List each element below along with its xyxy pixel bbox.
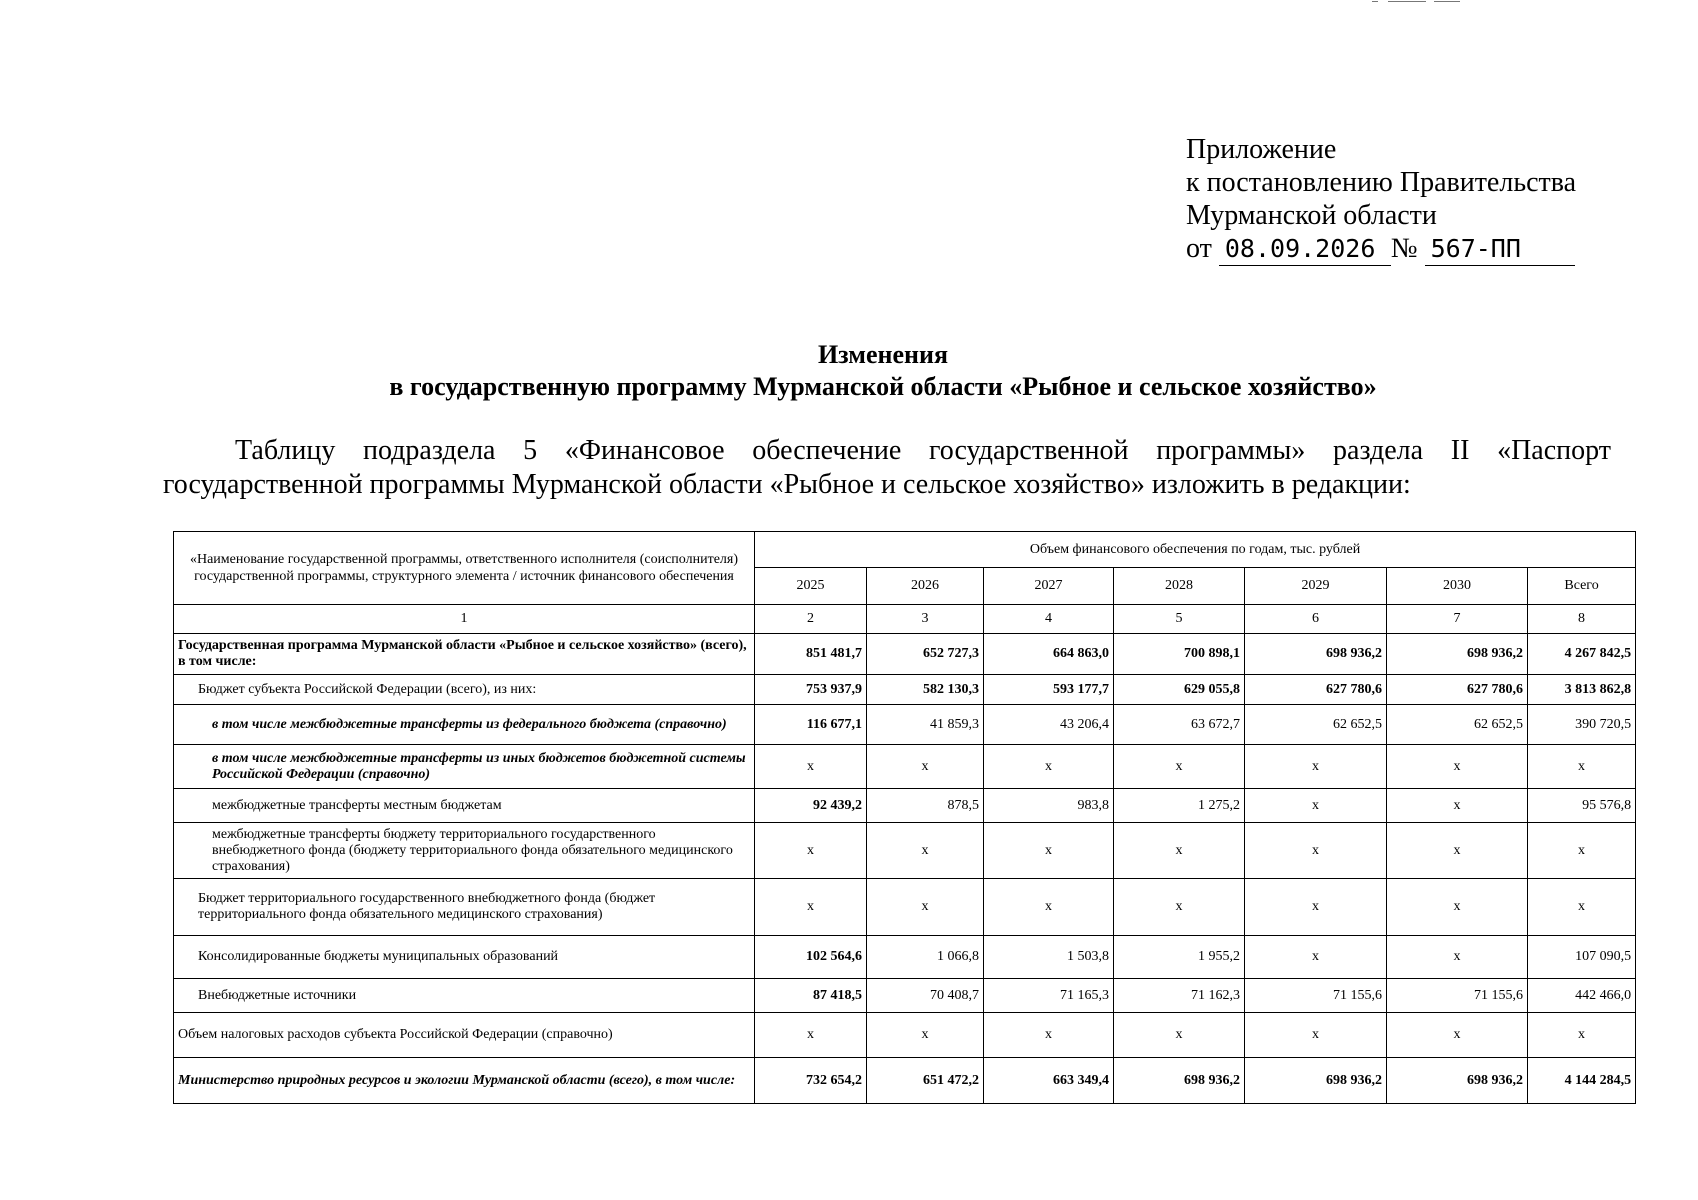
row-value: 107 090,5 xyxy=(1528,936,1636,979)
row-value: x xyxy=(984,1013,1114,1058)
row-value: x xyxy=(1245,745,1387,789)
row-value: x xyxy=(1528,1013,1636,1058)
table-row xyxy=(174,634,1636,675)
row-value: 732 654,2 xyxy=(755,1058,867,1104)
row-value: 698 936,2 xyxy=(1245,634,1387,675)
row-value: x xyxy=(1245,789,1387,823)
row-value: x xyxy=(984,823,1114,879)
row-value: x xyxy=(1387,879,1528,936)
date-prefix: от xyxy=(1186,233,1212,264)
table-row xyxy=(174,1058,1636,1104)
column-number: 8 xyxy=(1528,605,1636,634)
year-header: 2028 xyxy=(1114,568,1245,605)
row-value: x xyxy=(755,823,867,879)
row-value: x xyxy=(1245,879,1387,936)
row-value: 652 727,3 xyxy=(867,634,984,675)
row-value: 92 439,2 xyxy=(755,789,867,823)
row-value: x xyxy=(1528,745,1636,789)
table-row xyxy=(174,705,1636,745)
row-value: 70 408,7 xyxy=(867,979,984,1013)
row-value: x xyxy=(1387,936,1528,979)
row-value: 629 055,8 xyxy=(1114,675,1245,705)
document-subtitle: в государственную программу Мурманской области «Рыбное и сельское хозяйство» xyxy=(389,372,1377,401)
document-number: 567-ПП xyxy=(1425,232,1575,266)
row-value: 582 130,3 xyxy=(867,675,984,705)
table-row xyxy=(174,1013,1636,1058)
appendix-date-line xyxy=(1186,232,1576,266)
number-prefix: № xyxy=(1390,233,1418,264)
row-value: 41 859,3 xyxy=(867,705,984,745)
row-value: 43 206,4 xyxy=(984,705,1114,745)
row-value: x xyxy=(984,745,1114,789)
row-value: 851 481,7 xyxy=(755,634,867,675)
row-value: 698 936,2 xyxy=(1245,1058,1387,1104)
row-value: x xyxy=(1245,1013,1387,1058)
total-header: Всего xyxy=(1528,568,1636,605)
row-value: x xyxy=(1114,1013,1245,1058)
row-value: 627 780,6 xyxy=(1245,675,1387,705)
row-name: в том числе межбюджетные трансферты из иных бюджетов бюджетной системы Российской Федерации (справочно) xyxy=(174,745,755,789)
row-name: в том числе межбюджетные трансферты из федерального бюджета (справочно) xyxy=(174,705,755,745)
row-name: Бюджет субъекта Российской Федерации (всего), из них: xyxy=(174,675,755,705)
financing-table xyxy=(173,531,1636,1104)
year-header: 2030 xyxy=(1387,568,1528,605)
row-value: x xyxy=(984,879,1114,936)
row-value: 698 936,2 xyxy=(1114,1058,1245,1104)
row-value: x xyxy=(867,879,984,936)
appendix-line-2: к постановлению Правительства xyxy=(1186,167,1577,198)
table-row xyxy=(174,675,1636,705)
scan-artifact xyxy=(1372,0,1462,4)
row-value: x xyxy=(1114,745,1245,789)
column-number: 3 xyxy=(867,605,984,634)
row-value: 593 177,7 xyxy=(984,675,1114,705)
column-number: 7 xyxy=(1387,605,1528,634)
table-row xyxy=(174,936,1636,979)
row-name: Бюджет территориального государственного внебюджетного фонда (бюджет территориального фонда обязательного медицинского страхования) xyxy=(174,879,755,936)
row-value: 3 813 862,8 xyxy=(1528,675,1636,705)
row-value: 71 162,3 xyxy=(1114,979,1245,1013)
row-value: x xyxy=(1114,879,1245,936)
row-value: 1 955,2 xyxy=(1114,936,1245,979)
header-volume-cell: Объем финансового обеспечения по годам, тыс. рублей xyxy=(755,532,1636,568)
table-row xyxy=(174,979,1636,1013)
row-value: x xyxy=(755,745,867,789)
column-number: 1 xyxy=(174,605,755,634)
row-value: x xyxy=(1245,823,1387,879)
row-value: x xyxy=(1387,1013,1528,1058)
row-value: 698 936,2 xyxy=(1387,634,1528,675)
row-value: 651 472,2 xyxy=(867,1058,984,1104)
column-number: 2 xyxy=(755,605,867,634)
year-header: 2026 xyxy=(867,568,984,605)
row-value: 878,5 xyxy=(867,789,984,823)
row-value: 102 564,6 xyxy=(755,936,867,979)
row-value: 390 720,5 xyxy=(1528,705,1636,745)
row-name: межбюджетные трансферты местным бюджетам xyxy=(174,789,755,823)
row-name: Внебюджетные источники xyxy=(174,979,755,1013)
row-value: 62 652,5 xyxy=(1245,705,1387,745)
table-row xyxy=(174,879,1636,936)
row-name: межбюджетные трансферты бюджету территориального государственного внебюджетного фонда (бюджету территориального фонда обязательного медицинского страхования) xyxy=(174,823,755,879)
row-value: 71 165,3 xyxy=(984,979,1114,1013)
header-name-cell: «Наименование государственной программы, ответственного исполнителя (соисполнителя) государственной программы, структурного элемента / источник финансового обеспечения xyxy=(174,532,755,605)
row-value: 4 144 284,5 xyxy=(1528,1058,1636,1104)
row-value: 1 066,8 xyxy=(867,936,984,979)
row-value: 663 349,4 xyxy=(984,1058,1114,1104)
row-value: x xyxy=(1387,745,1528,789)
row-name: Министерство природных ресурсов и экологии Мурманской области (всего), в том числе: xyxy=(174,1058,755,1104)
row-value: 71 155,6 xyxy=(1245,979,1387,1013)
row-value: 753 937,9 xyxy=(755,675,867,705)
row-value: x xyxy=(867,1013,984,1058)
table-row xyxy=(174,823,1636,879)
row-value: x xyxy=(867,745,984,789)
document-date: 08.09.2026 xyxy=(1219,232,1391,266)
row-value: 71 155,6 xyxy=(1387,979,1528,1013)
row-value: 442 466,0 xyxy=(1528,979,1636,1013)
row-value: x xyxy=(755,1013,867,1058)
row-value: 4 267 842,5 xyxy=(1528,634,1636,675)
row-name: Объем налоговых расходов субъекта Российской Федерации (справочно) xyxy=(174,1013,755,1058)
row-value: x xyxy=(1528,823,1636,879)
row-name: Консолидированные бюджеты муниципальных образований xyxy=(174,936,755,979)
row-value: 627 780,6 xyxy=(1387,675,1528,705)
year-header: 2029 xyxy=(1245,568,1387,605)
column-number: 5 xyxy=(1114,605,1245,634)
table-row xyxy=(174,745,1636,789)
column-number: 6 xyxy=(1245,605,1387,634)
row-value: 63 672,7 xyxy=(1114,705,1245,745)
row-value: 698 936,2 xyxy=(1387,1058,1528,1104)
row-value: 1 275,2 xyxy=(1114,789,1245,823)
year-header: 2025 xyxy=(755,568,867,605)
body-paragraph: Таблицу подраздела 5 «Финансовое обеспечение государственной программы» раздела II «Паспорт государственной программы Мурманской области «Рыбное и сельское хозяйство» изложить в редакции: xyxy=(163,435,1611,500)
appendix-block xyxy=(1186,133,1576,266)
appendix-line-1: Приложение xyxy=(1186,134,1337,165)
row-value: 87 418,5 xyxy=(755,979,867,1013)
row-value: x xyxy=(867,823,984,879)
row-value: 116 677,1 xyxy=(755,705,867,745)
row-value: x xyxy=(1387,823,1528,879)
appendix-line-3: Мурманской области xyxy=(1186,200,1437,231)
row-value: 664 863,0 xyxy=(984,634,1114,675)
row-value: x xyxy=(1245,936,1387,979)
row-value: x xyxy=(1114,823,1245,879)
year-header: 2027 xyxy=(984,568,1114,605)
row-value: 95 576,8 xyxy=(1528,789,1636,823)
row-value: 1 503,8 xyxy=(984,936,1114,979)
row-value: x xyxy=(1387,789,1528,823)
document-title: Изменения xyxy=(817,340,949,369)
row-value: 983,8 xyxy=(984,789,1114,823)
row-value: 700 898,1 xyxy=(1114,634,1245,675)
column-number: 4 xyxy=(984,605,1114,634)
row-value: x xyxy=(755,879,867,936)
table-row xyxy=(174,789,1636,823)
row-value: 62 652,5 xyxy=(1387,705,1528,745)
row-value: x xyxy=(1528,879,1636,936)
row-name: Государственная программа Мурманской области «Рыбное и сельское хозяйство» (всего), в том числе: xyxy=(174,634,755,675)
